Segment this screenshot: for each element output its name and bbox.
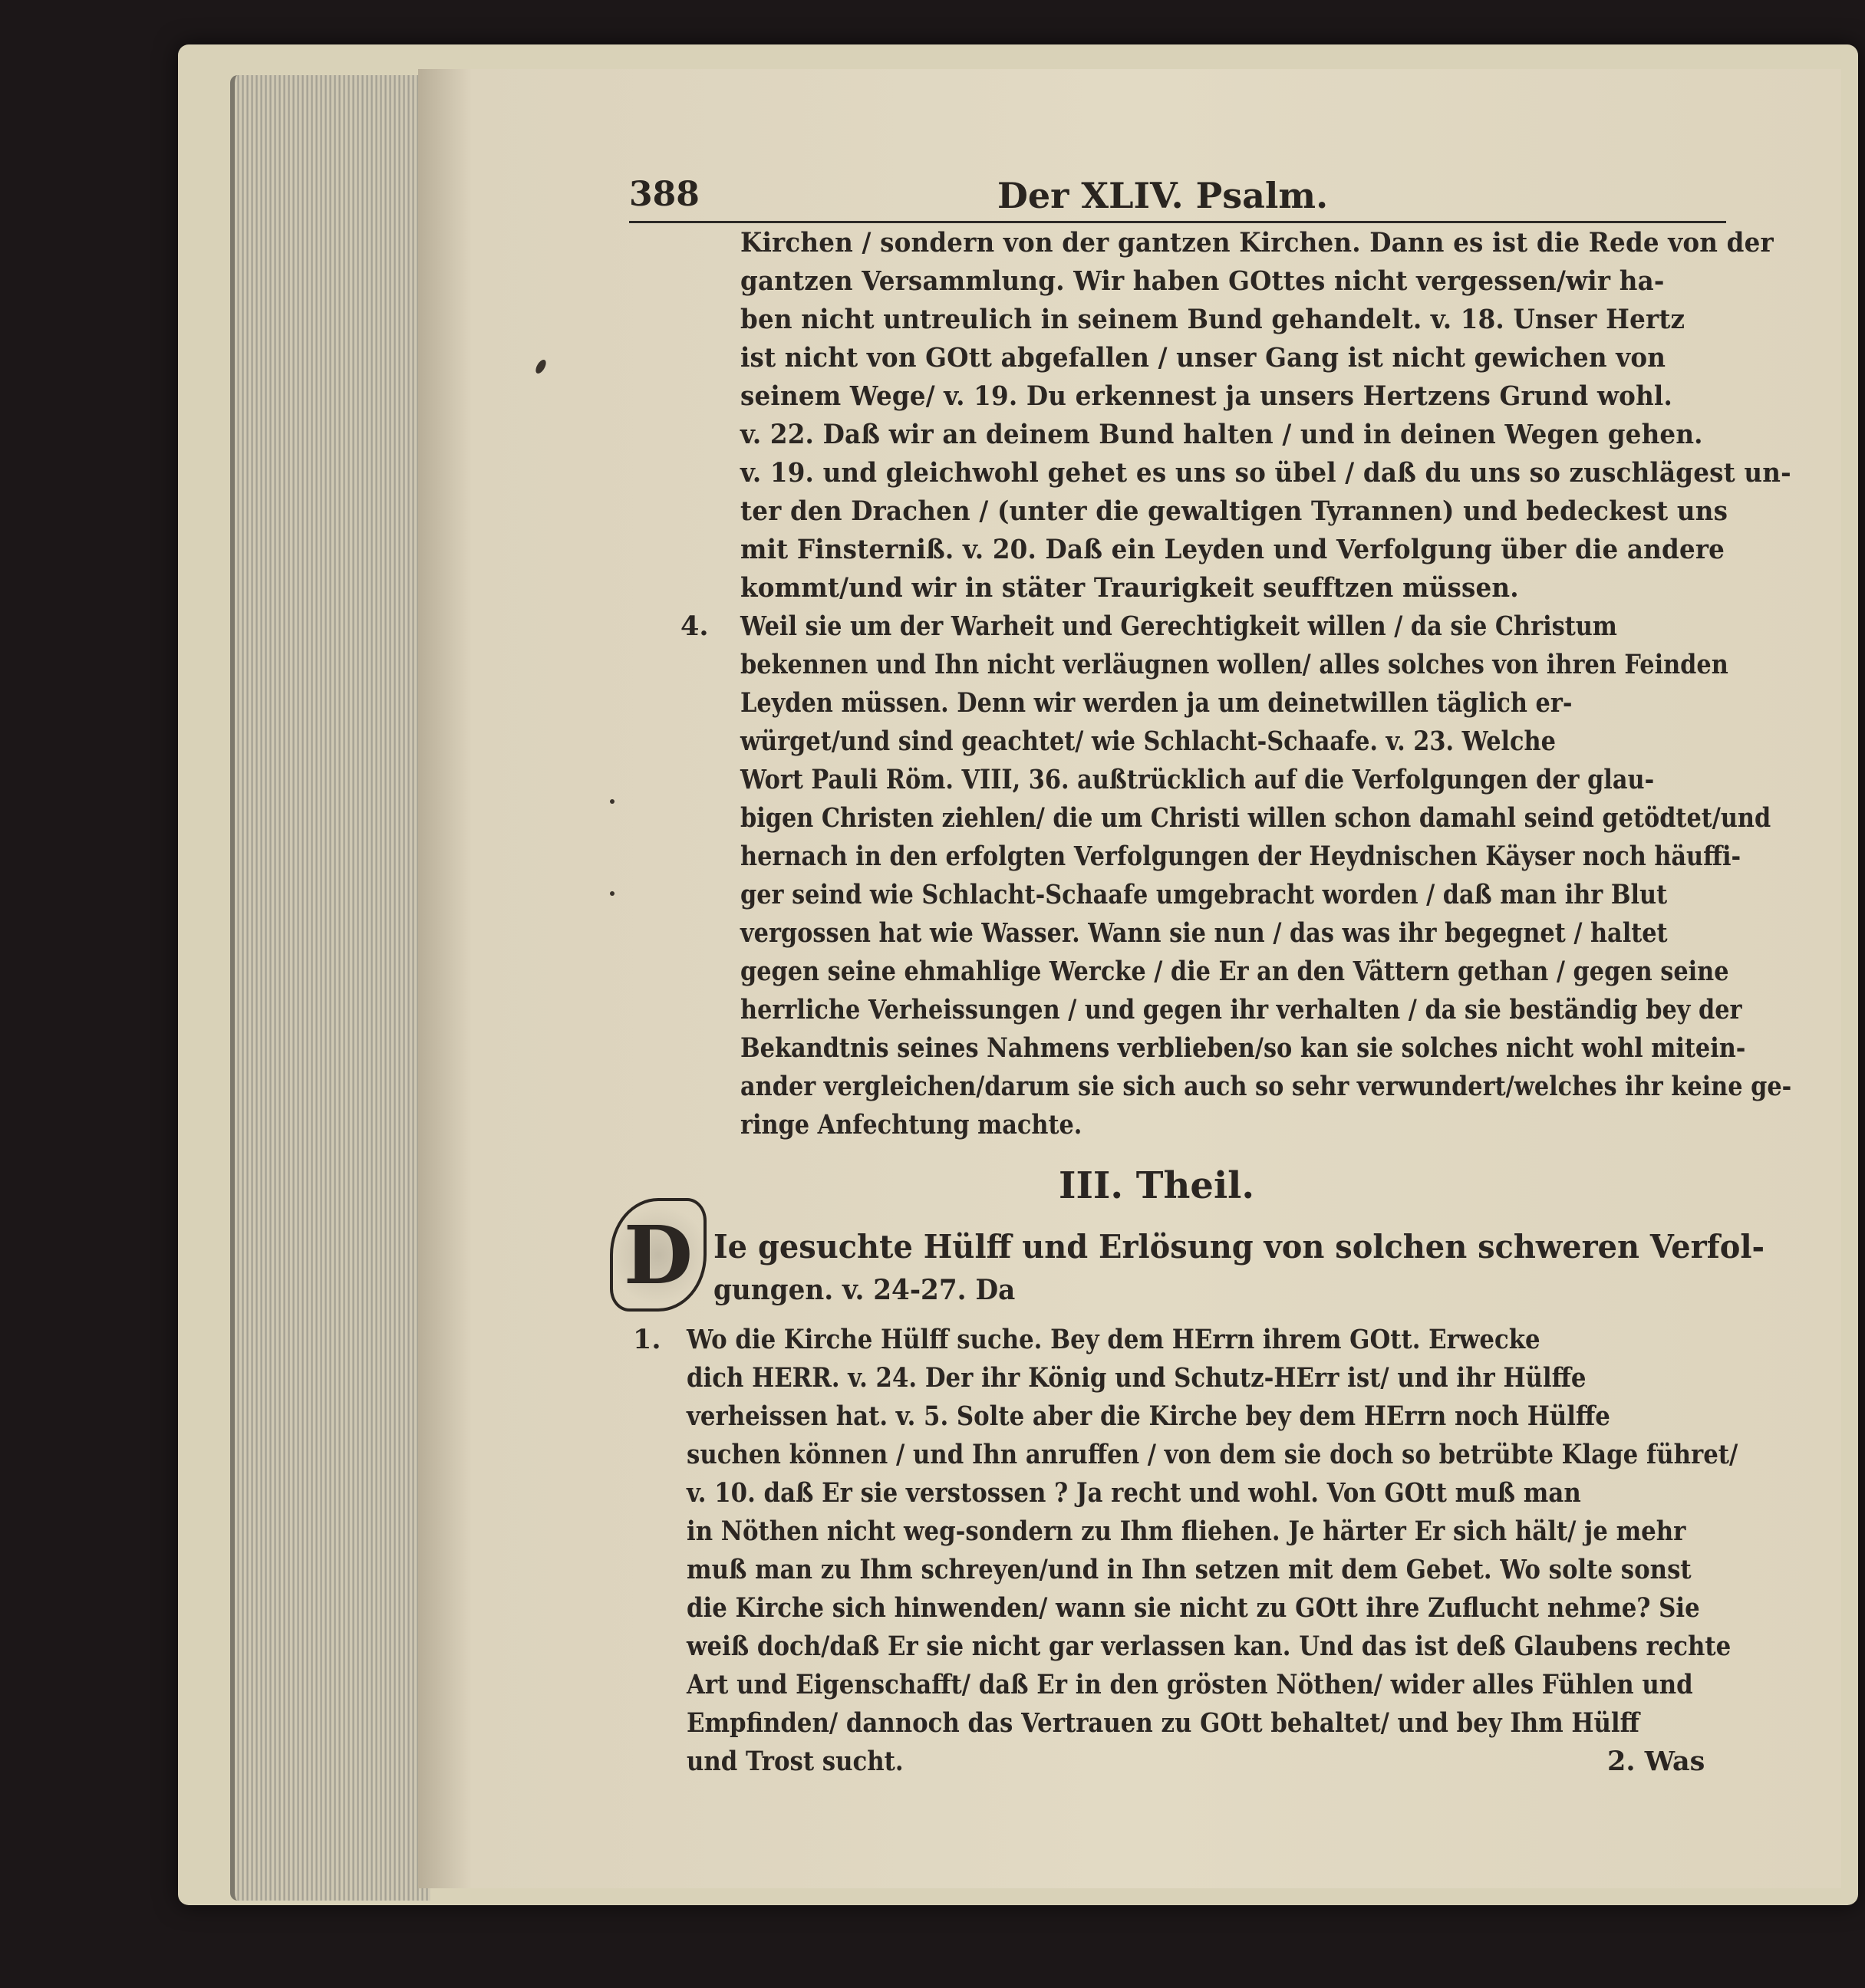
section-heading: III. Theil.: [1059, 1164, 1255, 1207]
text-line: vergossen hat wie Wasser. Wann sie nun / das was ihr begegnet / haltet: [740, 917, 1668, 949]
point-four-number: 4.: [680, 611, 709, 642]
point-one-text: [687, 1321, 1865, 1781]
text-line: dich HERR. v. 24. Der ihr König und Schutz-HErr ist/ und ihr Hülffe: [687, 1362, 1587, 1394]
page-header: [629, 175, 1726, 223]
ink-mark: [610, 891, 615, 896]
text-line: Bekandtnis seines Nahmens verblieben/so kan sie solches nicht wohl mitein-: [740, 1032, 1746, 1064]
text-line: muß man zu Ihm schreyen/und in Ihn setzen mit dem Gebet. Wo solte sonst: [687, 1554, 1692, 1585]
part-three-intro: [713, 1226, 1820, 1312]
text-line: Empfinden/ dannoch das Vertrauen zu GOtt behaltet/ und bey Ihm Hülff: [687, 1707, 1639, 1739]
text-line: Kirchen / sondern von der gantzen Kirchen. Dann es ist die Rede von der: [740, 227, 1774, 258]
text-line: gantzen Versammlung. Wir haben GOttes nicht vergessen/wir ha-: [740, 265, 1665, 297]
text-line: bekennen und Ihn nicht verläugnen wollen/ alles solches von ihren Feinden: [740, 649, 1728, 680]
text-line: ringe Anfechtung machte.: [740, 1109, 1082, 1140]
text-line: Ie gesuchte Hülff und Erlösung von solchen schweren Verfol-: [713, 1228, 1765, 1266]
text-line: herrliche Verheissungen / und gegen ihr verhalten / da sie beständig bey der: [740, 994, 1742, 1025]
text-line: hernach in den erfolgten Verfolgungen der Heydnischen Käyser noch häuffi-: [740, 841, 1741, 872]
page-edges: [230, 75, 430, 1901]
text-line: Leyden müssen. Denn wir werden ja um deinetwillen täglich er-: [740, 687, 1573, 719]
ink-mark: [610, 799, 615, 804]
text-line: verheissen hat. v. 5. Solte aber die Kirche bey dem HErrn noch Hülffe: [687, 1400, 1610, 1432]
text-line: gegen seine ehmahlige Wercke / die Er an den Vättern gethan / gegen seine: [740, 956, 1729, 987]
text-line: ist nicht von GOtt abgefallen / unser Gang ist nicht gewichen von: [740, 342, 1666, 374]
text-line: seinem Wege/ v. 19. Du erkennest ja unsers Hertzens Grund wohl.: [740, 380, 1673, 412]
text-line: Wo die Kirche Hülff suche. Bey dem HErrn ihrem GOtt. Erwecke: [687, 1324, 1540, 1355]
page-number: 388: [629, 175, 700, 214]
text-line: Weil sie um der Warheit und Gerechtigkeit willen / da sie Christum: [740, 611, 1617, 642]
text-line: die Kirche sich hinwenden/ wann sie nicht zu GOtt ihre Zuflucht nehme? Sie: [687, 1592, 1700, 1624]
text-line: ben nicht untreulich in seinem Bund gehandelt. v. 18. Unser Hertz: [740, 304, 1685, 335]
text-line: kommt/und wir in stäter Traurigkeit seufftzen müssen.: [740, 572, 1519, 604]
text-line: Art und Eigenschafft/ daß Er in den grösten Nöthen/ wider alles Fühlen und: [687, 1669, 1693, 1700]
section-one-text: [740, 224, 1865, 607]
catchword: 2. Was: [1607, 1746, 1705, 1777]
drop-cap-initial: D: [610, 1198, 707, 1312]
text-line: v. 22. Daß wir an deinem Bund halten / und in deinen Wegen gehen.: [740, 419, 1703, 450]
point-four-text: [740, 607, 1865, 1144]
text-line: weiß doch/daß Er sie nicht gar verlassen kan. Und das ist deß Glaubens rechte: [687, 1631, 1732, 1662]
text-line: v. 10. daß Er sie verstossen ? Ja recht und wohl. Von GOtt muß man: [687, 1477, 1581, 1509]
text-line: ter den Drachen / (unter die gewaltigen Tyrannen) und bedeckest uns: [740, 495, 1728, 527]
text-line: bigen Christen ziehlen/ die um Christi willen schon damahl seind getödtet/und: [740, 802, 1771, 834]
text-line: gungen. v. 24-27. Da: [713, 1274, 1016, 1306]
text-line: suchen können / und Ihn anruffen / von dem sie doch so betrübte Klage führet/: [687, 1439, 1738, 1470]
text-line: ger seind wie Schlacht-Schaafe umgebracht worden / daß man ihr Blut: [740, 879, 1668, 910]
running-title: Der XLIV. Psalm.: [997, 175, 1329, 216]
point-one-number: 1.: [633, 1324, 661, 1355]
text-line: und Trost sucht.: [687, 1746, 904, 1777]
text-line: ander vergleichen/darum sie sich auch so sehr verwundert/welches ihr keine ge-: [740, 1071, 1792, 1102]
text-line: Wort Pauli Röm. VIII, 36. außtrücklich auf die Verfolgungen der glau-: [740, 764, 1655, 795]
text-line: v. 19. und gleichwohl gehet es uns so übel / daß du uns so zuschlägest un-: [740, 457, 1791, 489]
text-line: mit Finsterniß. v. 20. Daß ein Leyden und Verfolgung über die andere: [740, 534, 1725, 565]
text-line: würget/und sind geachtet/ wie Schlacht-Schaafe. v. 23. Welche: [740, 726, 1556, 757]
text-line: in Nöthen nicht weg-sondern zu Ihm fliehen. Je härter Er sich hält/ je mehr: [687, 1516, 1686, 1547]
